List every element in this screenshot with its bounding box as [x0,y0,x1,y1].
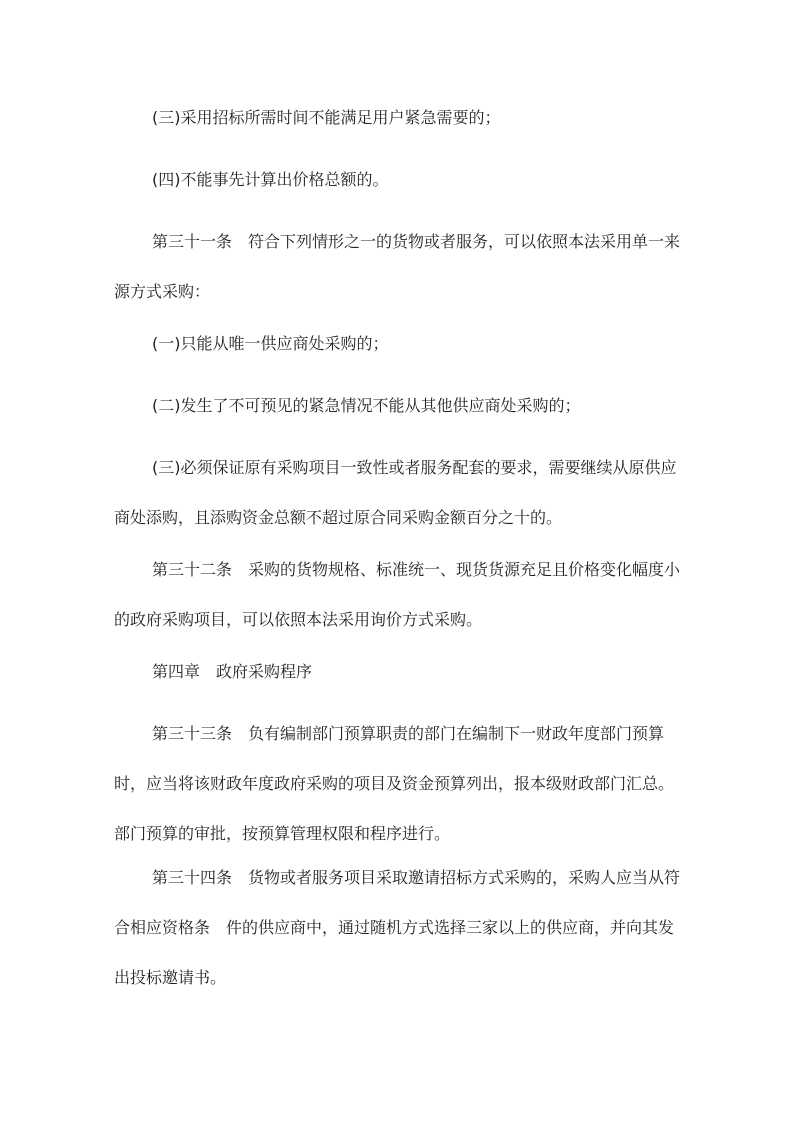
paragraph-item-3-urgent: (三)采用招标所需时间不能满足用户紧急需要的； [152,108,501,127]
article-34: 第三十四条 货物或者服务项目采取邀请招标方式采购的，采购人应当从符合相应资格条 件的供应商中，通过随机方式选择三家以上的供应商，并向其发出投标邀请书。 [114,868,681,987]
article-31: 第三十一条 符合下列情形之一的货物或者服务，可以依照本法采用单一来源方式采购： [114,232,681,301]
chapter-4-heading: 第四章 政府采购程序 [152,662,313,681]
article-33: 第三十三条 负有编制部门预算职责的部门在编制下一财政年度部门预算时，应当将该财政年度政府采购的项目及资金预算列出，报本级财政部门汇总。部门预算的审批，按预算管理权限和程序进行。 [114,724,675,843]
paragraph-item-3-consistency: (三)必须保证原有采购项目一致性或者服务配套的要求，需要继续从原供应商处添购，且添购资金总额不超过原合同采购金额百分之十的。 [114,458,677,527]
article-32: 第三十二条 采购的货物规格、标准统一、现货货源充足且价格变化幅度小的政府采购项目，可以依照本法采用询价方式采购。 [114,560,681,629]
paragraph-item-2-emergency: (二)发生了不可预见的紧急情况不能从其他供应商处采购的； [152,396,581,415]
paragraph-item-1-sole-supplier: (一)只能从唯一供应商处采购的； [152,334,389,353]
paragraph-item-4-price: (四)不能事先计算出价格总额的。 [152,170,389,189]
